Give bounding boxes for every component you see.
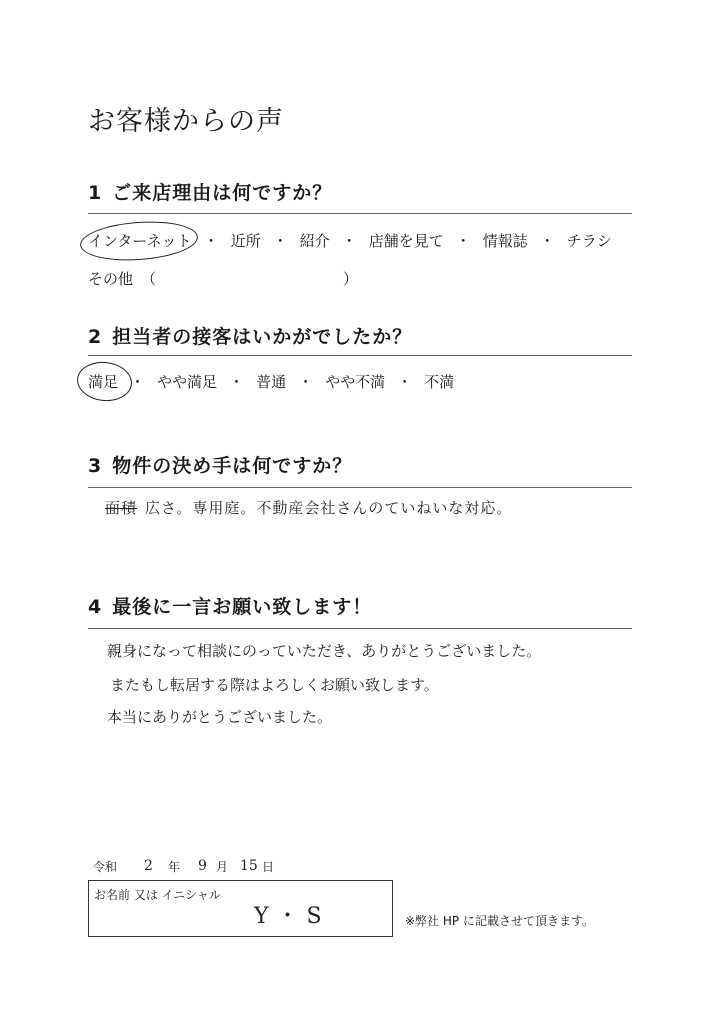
option-label: 満足	[88, 373, 119, 391]
option-internet	[88, 230, 192, 252]
question-text: 最後に一言お願い致します！	[112, 596, 373, 618]
option-separator: ・	[455, 232, 471, 250]
option-separator: ・	[229, 373, 245, 391]
option-neighborhood	[231, 230, 261, 252]
question-2-divider	[88, 355, 632, 356]
question-1-heading	[88, 180, 332, 206]
question-4-answer-line-2: またもし転居する際はよろしくお願い致します。	[110, 676, 439, 694]
option-dissatisfied	[424, 371, 454, 393]
year-unit: 年	[168, 860, 181, 874]
name-label: お名前 又は イニシャル	[94, 888, 221, 902]
struck-out-text: 面積	[105, 499, 138, 517]
option-somewhat-dissatisfied	[325, 371, 385, 393]
option-separator: ・	[203, 232, 219, 250]
option-label: 紹介	[299, 232, 330, 250]
other-label: その他	[88, 270, 134, 288]
option-label: 店舗を見て	[368, 232, 444, 250]
question-3-heading	[88, 453, 352, 479]
other-close-paren: ）	[343, 270, 359, 288]
question-number: 1	[88, 182, 103, 204]
option-label: やや不満	[325, 373, 386, 391]
name-box	[88, 880, 393, 937]
option-label: 普通	[256, 373, 287, 391]
day-unit: 日	[262, 860, 275, 874]
question-text: ご来店理由は何ですか？	[112, 182, 333, 204]
question-4-divider	[88, 628, 632, 629]
option-label: やや満足	[157, 373, 218, 391]
page-title: お客様からの声	[88, 106, 284, 137]
question-3-handwritten-answer	[105, 497, 512, 519]
question-text: 物件の決め手は何ですか？	[112, 455, 353, 477]
option-separator: ・	[539, 232, 555, 250]
month-value: 9	[198, 858, 207, 874]
question-number: 4	[88, 596, 103, 618]
date-line	[0, 856, 720, 878]
option-saw-store	[369, 230, 444, 252]
option-separator: ・	[397, 373, 413, 391]
question-2-options	[88, 371, 454, 393]
question-text: 担当者の接客はいかがでしたか？	[112, 326, 413, 348]
question-4-heading	[88, 594, 372, 620]
option-label: インターネット	[88, 232, 192, 250]
option-label: 情報誌	[482, 232, 528, 250]
question-number: 2	[88, 326, 103, 348]
option-flyer	[567, 230, 612, 252]
answer-text: 広さ。専用庭。不動産会社さんのていねいな対応。	[145, 499, 513, 517]
option-separator: ・	[130, 373, 146, 391]
option-neutral	[256, 371, 286, 393]
day-value: 15	[240, 858, 258, 874]
question-1-other	[0, 268, 720, 290]
question-3-divider	[88, 487, 632, 488]
question-4-answer-line-1: 親身になって相談にのっていただき、ありがとうございました。	[107, 642, 542, 660]
era-label: 令和	[93, 860, 118, 874]
option-label: チラシ	[566, 232, 612, 250]
option-separator: ・	[341, 232, 357, 250]
question-2-heading	[88, 324, 412, 350]
option-label: 不満	[424, 373, 455, 391]
question-4-answer-line-3: 本当にありがとうございました。	[107, 708, 333, 726]
option-label: 近所	[230, 232, 261, 250]
name-initials: Y・S	[254, 904, 330, 929]
other-open-paren: （	[141, 270, 157, 288]
month-unit: 月	[216, 860, 229, 874]
option-separator: ・	[298, 373, 314, 391]
year-value: 2	[144, 858, 153, 874]
option-satisfied	[88, 371, 118, 393]
publication-note: ※弊社 HP に記載させて頂きます。	[405, 914, 594, 928]
option-somewhat-satisfied	[157, 371, 217, 393]
option-separator: ・	[272, 232, 288, 250]
option-referral	[300, 230, 330, 252]
question-1-divider	[88, 213, 632, 214]
question-number: 3	[88, 455, 103, 477]
question-1-options	[88, 230, 612, 252]
option-magazine	[483, 230, 528, 252]
